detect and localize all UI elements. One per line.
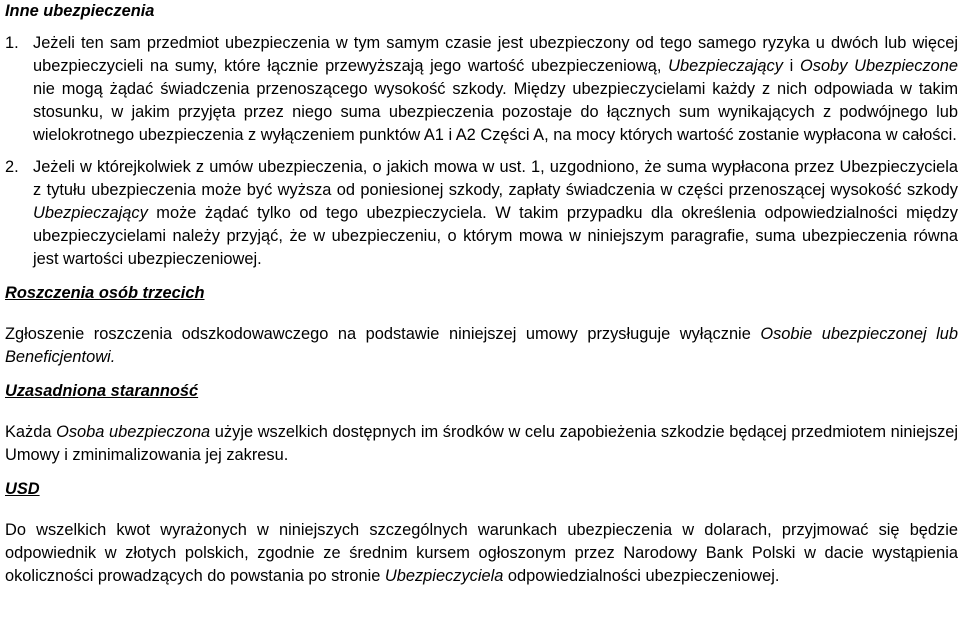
section-heading-staranność: Uzasadniona staranność [5, 382, 199, 400]
paragraph-italic-term: Ubezpieczający [668, 57, 783, 75]
paragraph-text: Do wszelkich kwot wyrażonych w niniejszych szczególnych warunkach ubezpieczenia w dolarach, przyjmować się będzie odpowiednik w złotych polskich, zgodnie ze średnim kursem ogłoszonym przez Narodowy Bank Polski w dacie wystąpienia okoliczności prowadzących do powstania po stronie [5, 521, 958, 585]
paragraph-italic-term: Osoba ubezpieczona [56, 423, 211, 441]
paragraph-text: może żądać tylko od tego ubezpieczyciela. W takim przypadku dla określenia odpowiedzialności między ubezpieczycielami należy przyjąć, że w ubezpieczeniu, o którym mowa w niniejszym paragrafie, suma ubezpieczenia równa jest wartości ubezpieczeniowej. [33, 204, 958, 268]
paragraph-text: nie mogą żądać świadczenia przenoszącego wysokość szkody. Między ubezpieczycielami każdy z nich odpowiada w takim stosunku, w jakim przyjęta przez niego suma ubezpieczenia pozostaje do łącznych sum wynikających z podwójnego lub wielokrotnego ubezpieczenia z wyłączeniem punktów A1 i A2 Części A, na mocy których wartość zostanie wypłacona w całości. [33, 80, 958, 144]
section-heading-roszczenia: Roszczenia osób trzecich [5, 284, 205, 302]
paragraph-text: Zgłoszenie roszczenia odszkodowawczego na podstawie niniejszej umowy przysługuje wyłącznie [5, 325, 761, 343]
document-page [5, 0, 958, 588]
list-item-2 [5, 156, 958, 271]
paragraph-text: użyje wszelkich dostępnych im środków w celu zapobieżenia szkodzie będącej przedmiotem niniejszej Umowy i zminimalizowania jej zakresu. [5, 423, 959, 464]
section-heading-usd: USD [5, 480, 40, 498]
paragraph-text: Jeżeli ten sam przedmiot ubezpieczenia w tym samym czasie jest ubezpieczony od tego samego ryzyka u dwóch lub więcej ubezpieczycieli na sumy, które łącznie przewyższają jego wartość ubezpieczeniową, [33, 34, 958, 75]
list-item-1 [5, 32, 958, 147]
paragraph-italic-term: Ubezpieczyciela [384, 567, 504, 585]
paragraph-text: Jeżeli w którejkolwiek z umów ubezpieczenia, o jakich mowa w ust. 1, uzgodniono, że suma wypłacona przez Ubezpieczyciela z tytułu ubezpieczenia może być wyższa od poniesionej szkody, zapłaty świadczenia w części przenoszącej wysokość szkody [33, 158, 958, 199]
paragraph-text: Każda [5, 423, 57, 441]
paragraph-italic-term: Ubezpieczający [33, 204, 148, 222]
paragraph-text: odpowiedzialności ubezpieczeniowej. [503, 567, 780, 585]
list-item-number: 1. [5, 34, 19, 52]
paragraph-text: i [782, 57, 801, 75]
paragraph-roszczenia [5, 323, 958, 369]
paragraph-italic-term: Osobie ubezpieczonej lub Beneficjentowi. [5, 325, 958, 366]
section-heading-inne-ubezpieczenia: Inne ubezpieczenia [5, 2, 155, 20]
paragraph-usd [5, 519, 958, 588]
paragraph-staranność [5, 421, 958, 467]
list-item-number: 2. [5, 158, 19, 176]
paragraph-italic-term: Osoby Ubezpieczone [800, 57, 959, 75]
